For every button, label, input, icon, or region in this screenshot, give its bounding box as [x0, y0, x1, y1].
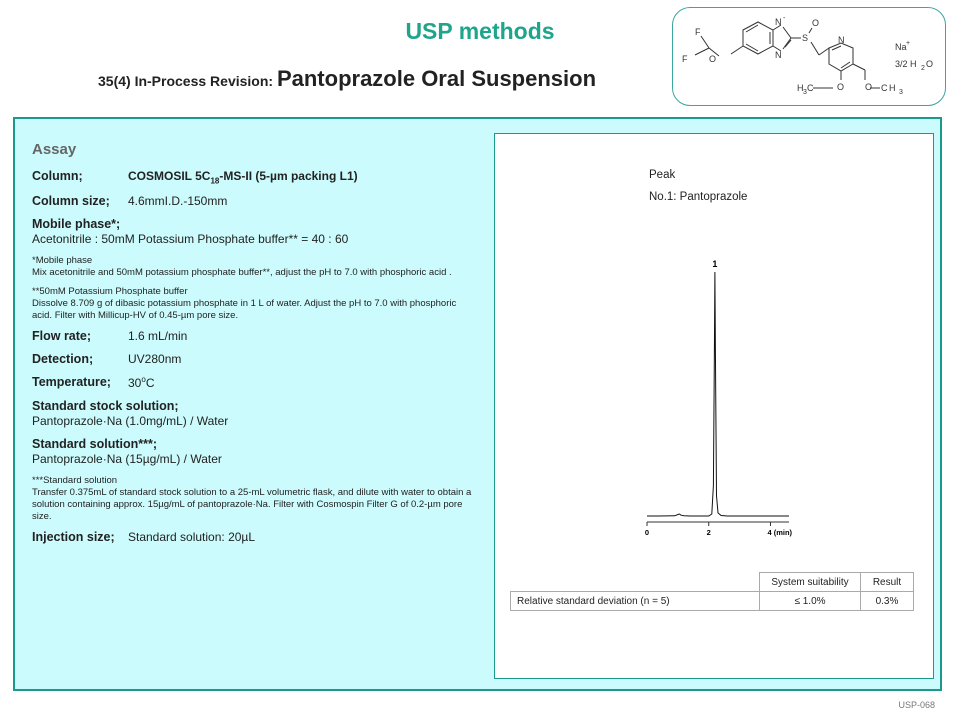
detection-row	[32, 352, 472, 366]
column-size-label: Column size;	[32, 194, 110, 209]
svg-text:Na: Na	[895, 42, 907, 52]
subtitle-main: Pantoprazole Oral Suspension	[276, 66, 597, 91]
table-header-row	[511, 573, 914, 592]
detection-value: UV280nm	[128, 352, 182, 367]
injection-row	[32, 530, 472, 544]
flow-rate-value: 1.6 mL/min	[128, 329, 188, 344]
column-size-row	[32, 194, 472, 208]
method-panel	[13, 117, 942, 691]
svg-text:C: C	[881, 83, 888, 93]
note-text: Mix acetonitrile and 50mM potassium phosphate buffer**, adjust the pH to 7.0 with phosphoric acid .	[32, 267, 452, 279]
table-header-blank	[511, 573, 760, 592]
svg-text:-: -	[783, 15, 786, 22]
std-solution-note	[32, 475, 472, 523]
svg-text:N: N	[775, 50, 782, 60]
structure-drawing	[673, 8, 945, 105]
svg-text:3: 3	[803, 89, 807, 96]
table-header-result: Result	[861, 573, 914, 592]
note-title: *Mobile phase	[32, 255, 93, 267]
note-title: **50mM Potassium Phosphate buffer	[32, 286, 188, 298]
svg-text:C: C	[807, 83, 814, 93]
x-tick-label: 4 (min)	[767, 528, 793, 537]
note-text: Dissolve 8.709 g of dibasic potassium phosphate in 1 L of water. Adjust the pH to 7.0 with phosphoric acid. Filter with Millicup-HV of 0.45-µm pore size.	[32, 298, 459, 322]
std-stock-label: Standard stock solution;	[32, 399, 179, 414]
assay-details	[32, 127, 472, 553]
page-code: USP-068	[898, 700, 935, 710]
peak-legend-title: Peak	[649, 169, 676, 181]
table-cell-parameter: Relative standard deviation (n = 5)	[511, 592, 760, 611]
column-size-value: 4.6mmI.D.-150mm	[128, 194, 228, 209]
svg-text:F: F	[695, 27, 701, 37]
table-cell-criterion: ≤ 1.0%	[760, 592, 861, 611]
svg-text:O: O	[865, 82, 873, 92]
svg-text:N: N	[838, 35, 845, 45]
svg-text:O: O	[709, 54, 717, 64]
svg-text:2: 2	[921, 65, 925, 72]
svg-text:N: N	[775, 17, 782, 27]
mobile-phase-note	[32, 255, 472, 279]
svg-text:F: F	[682, 54, 688, 64]
injection-label: Injection size;	[32, 530, 115, 545]
svg-text:H: H	[889, 83, 896, 93]
temperature-row	[32, 375, 472, 390]
detection-label: Detection;	[32, 352, 94, 367]
peak-legend-item: No.1: Pantoprazole	[649, 191, 748, 203]
table-header-suitability: System suitability	[760, 573, 861, 592]
flow-rate-row	[32, 329, 472, 343]
x-tick-label: 0	[644, 528, 650, 537]
mobile-phase-block	[32, 217, 472, 246]
injection-value: Standard solution: 20µL	[128, 530, 256, 545]
temperature-value: 30$^o$C	[128, 375, 155, 391]
chromatogram-panel	[494, 133, 934, 679]
std-stock-block	[32, 399, 472, 428]
column-row	[32, 169, 472, 185]
page-title: USP methods	[405, 18, 555, 44]
assay-heading: Assay	[32, 141, 77, 158]
chromatogram-chart	[495, 134, 933, 564]
svg-text:3: 3	[899, 89, 903, 96]
column-label: Column;	[32, 169, 83, 183]
std-solution-value: Pantoprazole·Na (15µg/mL) / Water	[32, 452, 222, 467]
svg-text:+: +	[906, 40, 911, 47]
temperature-label: Temperature;	[32, 375, 111, 390]
svg-text:O: O	[926, 59, 934, 69]
peak-label: 1	[712, 259, 718, 269]
chromatogram-trace	[647, 272, 789, 516]
suitability-table	[510, 572, 914, 611]
note-title: ***Standard solution	[32, 475, 118, 487]
mobile-phase-label: Mobile phase*;	[32, 217, 121, 232]
std-solution-block	[32, 437, 472, 466]
page-subtitle	[98, 66, 596, 92]
subtitle-prefix: 35(4) In-Process Revision:	[98, 73, 277, 89]
x-tick-label: 2	[706, 528, 711, 537]
svg-text:O: O	[812, 18, 820, 28]
svg-text:O: O	[837, 82, 845, 92]
mobile-phase-value: Acetonitrile : 50mM Potassium Phosphate buffer** = 40 : 60	[32, 232, 349, 247]
column-value: COSMOSIL $5C_{18}-MS-II$ (5-µm packing L1)	[128, 169, 358, 186]
note-text: Transfer 0.375mL of standard stock solution to a 25-mL volumetric flask, and dilute with water to obtain a solution containing approx. 15µg/mL of pantoprazole·Na. Filter with Cosmospin Filter G of 0.2-µm pore size.	[32, 487, 474, 523]
std-solution-label: Standard solution***;	[32, 437, 158, 452]
buffer-note	[32, 286, 472, 322]
svg-text:H: H	[797, 83, 804, 93]
table-row	[511, 592, 914, 611]
svg-text:3/2 H: 3/2 H	[895, 59, 917, 69]
table-cell-result: 0.3%	[861, 592, 914, 611]
chemical-structure	[672, 7, 946, 106]
std-stock-value: Pantoprazole·Na (1.0mg/mL) / Water	[32, 414, 229, 429]
svg-text:S: S	[802, 33, 809, 43]
flow-rate-label: Flow rate;	[32, 329, 92, 344]
